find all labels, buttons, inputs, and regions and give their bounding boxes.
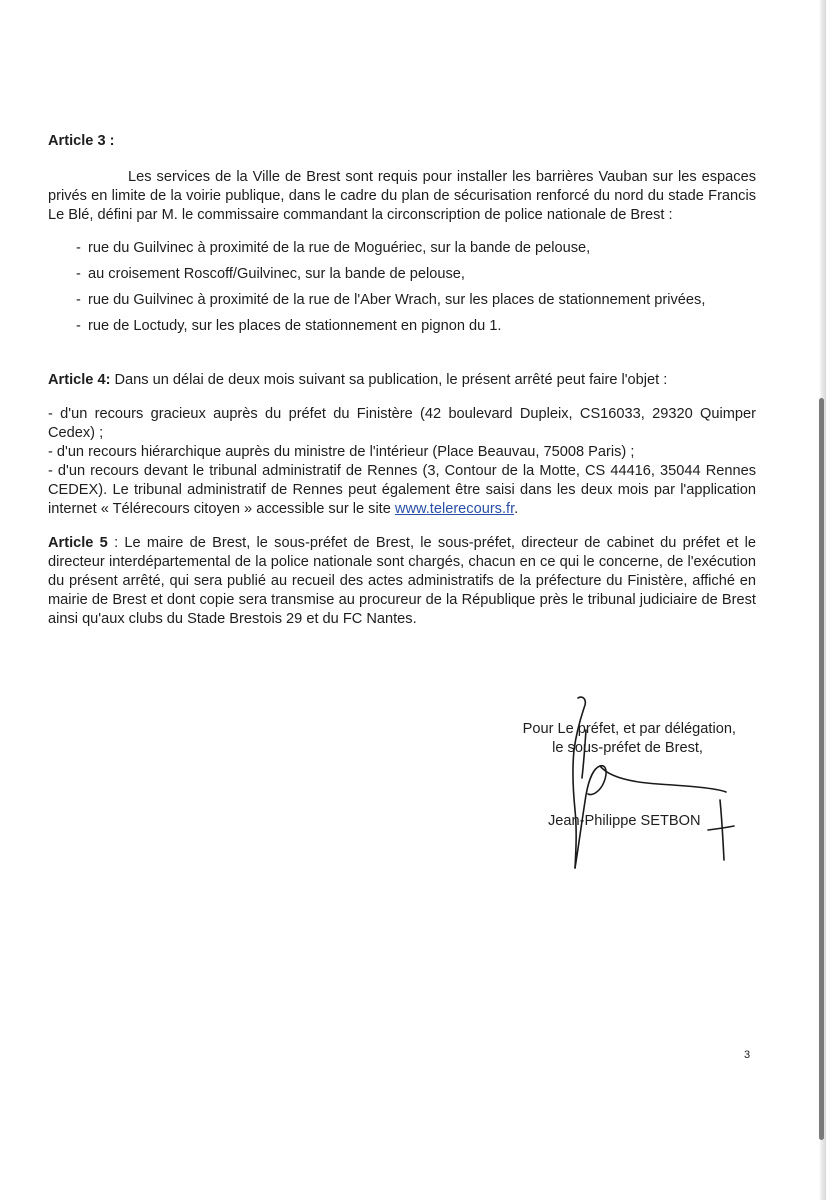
article-5-paragraph: Article 5 : Le maire de Brest, le sous-préfet de Brest, le sous-préfet, directeur de cabinet du préfet et le directeur interdépartemental de la police nationale sont chargés, chacun en ce qui le concerne, de l'exécution du présent arrêté, qui sera publié au recueil des actes administratifs de la préfecture du Finistère, affiché en mairie de Brest et dont copie sera transmise au procureur de la République près le tribunal judiciaire de Brest ainsi qu'aux clubs du Stade Brestois 29 et du FC Nantes. bbox=[48, 535, 756, 627]
article-5-heading: Article 5 bbox=[48, 535, 108, 551]
article-3-intro: Les services de la Ville de Brest sont requis pour installer les barrières Vauban sur les espaces privés en limite de la voirie publique, dans le cadre du plan de sécurisation renforcé du nord du stade Francis Le Blé, défini par M. le commissaire commandant la circonscription de police nationale de Brest : bbox=[48, 169, 756, 223]
list-item: - rue du Guilvinec à proximité de la rue de Moguériec, sur la bande de pelouse, bbox=[76, 240, 591, 256]
article-3-heading: Article 3 : bbox=[48, 133, 115, 149]
signatory-name: Jean-Philippe SETBON bbox=[548, 813, 701, 829]
recours-gracieux: - d'un recours gracieux auprès du préfet du Finistère (42 boulevard Dupleix, CS16033, 29320 Quimper Cedex) ; bbox=[48, 406, 756, 441]
document-body bbox=[48, 132, 756, 629]
article-4-intro-paragraph: Article 4: Dans un délai de deux mois suivant sa publication, le présent arrêté peut faire l'objet : bbox=[48, 372, 668, 388]
article-4-heading: Article 4: bbox=[48, 372, 111, 388]
list-item: - rue de Loctudy, sur les places de stationnement en pignon du 1. bbox=[76, 318, 502, 334]
signature-line-1: Pour Le préfet, et par délégation, bbox=[522, 721, 736, 737]
article-3-list bbox=[48, 239, 756, 336]
signature-block bbox=[508, 720, 748, 829]
list-item: - rue du Guilvinec à proximité de la rue de l'Aber Wrach, sur les places de stationnement privées, bbox=[76, 292, 706, 308]
signature-line-2: le sous-préfet de Brest, bbox=[552, 740, 703, 756]
list-item: - au croisement Roscoff/Guilvinec, sur la bande de pelouse, bbox=[76, 266, 465, 282]
scrollbar-thumb[interactable] bbox=[819, 398, 824, 1140]
recours-hierarchique: - d'un recours hiérarchique auprès du ministre de l'intérieur (Place Beauvau, 75008 Paris) ; bbox=[48, 444, 635, 460]
telerecours-link[interactable]: www.telerecours.fr bbox=[394, 501, 515, 517]
page-number: 3 bbox=[744, 1049, 751, 1061]
handwritten-signature bbox=[548, 690, 748, 880]
recours-tribunal: - d'un recours devant le tribunal administratif de Rennes (3, Contour de la Motte, CS 44416, 35044 Rennes CEDEX). Le tribunal administratif de Rennes peut également être saisi dans les deux mois par l'application internet « Télérecours citoyen » accessible sur le site www.telerecours.fr. bbox=[48, 463, 756, 517]
